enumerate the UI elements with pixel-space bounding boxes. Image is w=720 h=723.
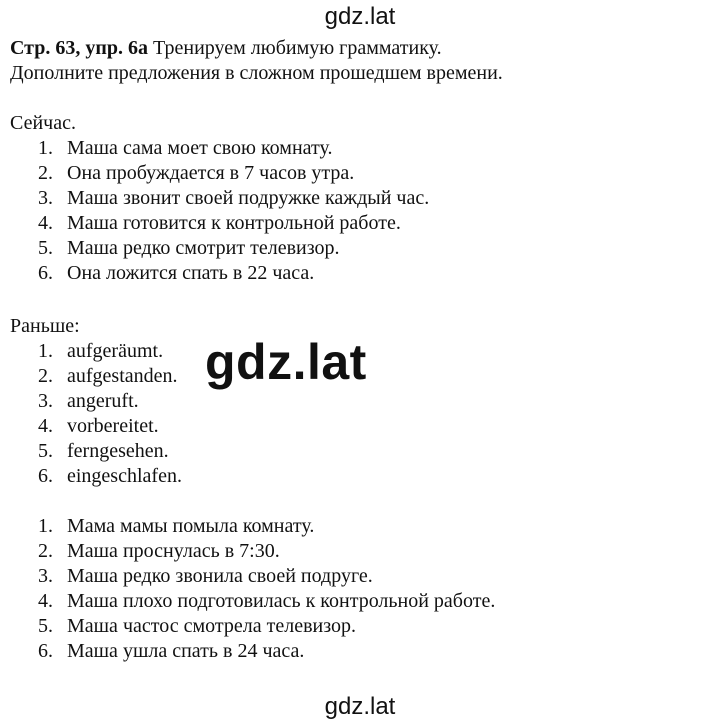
item-text: Маша готовится к контрольной работе. xyxy=(67,212,401,234)
list-item xyxy=(38,339,182,364)
watermark-bottom: gdz.lat xyxy=(324,693,396,720)
item-number: 5. xyxy=(38,440,53,462)
list-item xyxy=(38,464,182,489)
item-text: Мама мамы помыла комнату. xyxy=(67,515,315,537)
list-item xyxy=(38,186,429,211)
watermark-top: gdz.lat xyxy=(324,3,396,30)
list-item xyxy=(38,161,429,186)
item-text: Маша редко звонила своей подруге. xyxy=(67,565,373,587)
item-text: aufgeräumt. xyxy=(67,340,164,362)
item-number: 1. xyxy=(38,137,53,159)
list-item xyxy=(38,261,429,286)
item-number: 4. xyxy=(38,212,53,234)
item-number: 3. xyxy=(38,187,53,209)
item-number: 5. xyxy=(38,615,53,637)
item-number: 6. xyxy=(38,465,53,487)
item-number: 4. xyxy=(38,415,53,437)
list-item xyxy=(38,414,182,439)
list-item xyxy=(38,539,495,564)
list-translation xyxy=(38,514,495,664)
section-label-before: Раньше: xyxy=(10,315,80,337)
item-number: 6. xyxy=(38,640,53,662)
item-text: aufgestanden. xyxy=(67,365,178,387)
item-text: Маша проснулась в 7:30. xyxy=(67,540,280,562)
item-text: Маша плохо подготовилась к контрольной работе. xyxy=(67,590,496,612)
list-now xyxy=(38,136,429,286)
item-number: 6. xyxy=(38,262,53,284)
item-number: 2. xyxy=(38,365,53,387)
item-number: 2. xyxy=(38,162,53,184)
list-item xyxy=(38,614,495,639)
item-number: 3. xyxy=(38,565,53,587)
item-text: Маша редко смотрит телевизор. xyxy=(67,237,340,259)
list-item xyxy=(38,236,429,261)
item-text: Она пробуждается в 7 часов утра. xyxy=(67,162,355,184)
item-text: ferngesehen. xyxy=(67,440,169,462)
item-text: vorbereitet. xyxy=(67,415,159,437)
list-item xyxy=(38,364,182,389)
item-text: Маша сама моет свою комнату. xyxy=(67,137,333,159)
exercise-instruction: Дополните предложения в сложном прошедшем времени. xyxy=(10,62,503,84)
section-label-now: Сейчас. xyxy=(10,112,76,134)
item-number: 2. xyxy=(38,540,53,562)
item-number: 4. xyxy=(38,590,53,612)
list-item xyxy=(38,136,429,161)
item-text: Она ложится спать в 22 часа. xyxy=(67,262,315,284)
list-before xyxy=(38,339,182,489)
item-text: Маша звонит своей подружке каждый час. xyxy=(67,187,430,209)
list-item xyxy=(38,211,429,236)
item-text: eingeschlafen. xyxy=(67,465,182,487)
item-number: 1. xyxy=(38,515,53,537)
list-item xyxy=(38,639,495,664)
item-text: Маша частос смотрела телевизор. xyxy=(67,615,356,637)
exercise-reference: Стр. 63, упр. 6а xyxy=(10,37,149,59)
list-item xyxy=(38,564,495,589)
item-text: Маша ушла спать в 24 часа. xyxy=(67,640,305,662)
exercise-header xyxy=(10,36,503,86)
list-item xyxy=(38,589,495,614)
list-item xyxy=(38,439,182,464)
list-item xyxy=(38,514,495,539)
item-text: angeruft. xyxy=(67,390,139,412)
item-number: 3. xyxy=(38,390,53,412)
watermark-center: gdz.lat xyxy=(205,334,367,390)
list-item xyxy=(38,389,182,414)
exercise-title: Тренируем любимую грамматику. xyxy=(153,37,442,59)
item-number: 5. xyxy=(38,237,53,259)
exercise-title-line xyxy=(10,36,503,61)
item-number: 1. xyxy=(38,340,53,362)
